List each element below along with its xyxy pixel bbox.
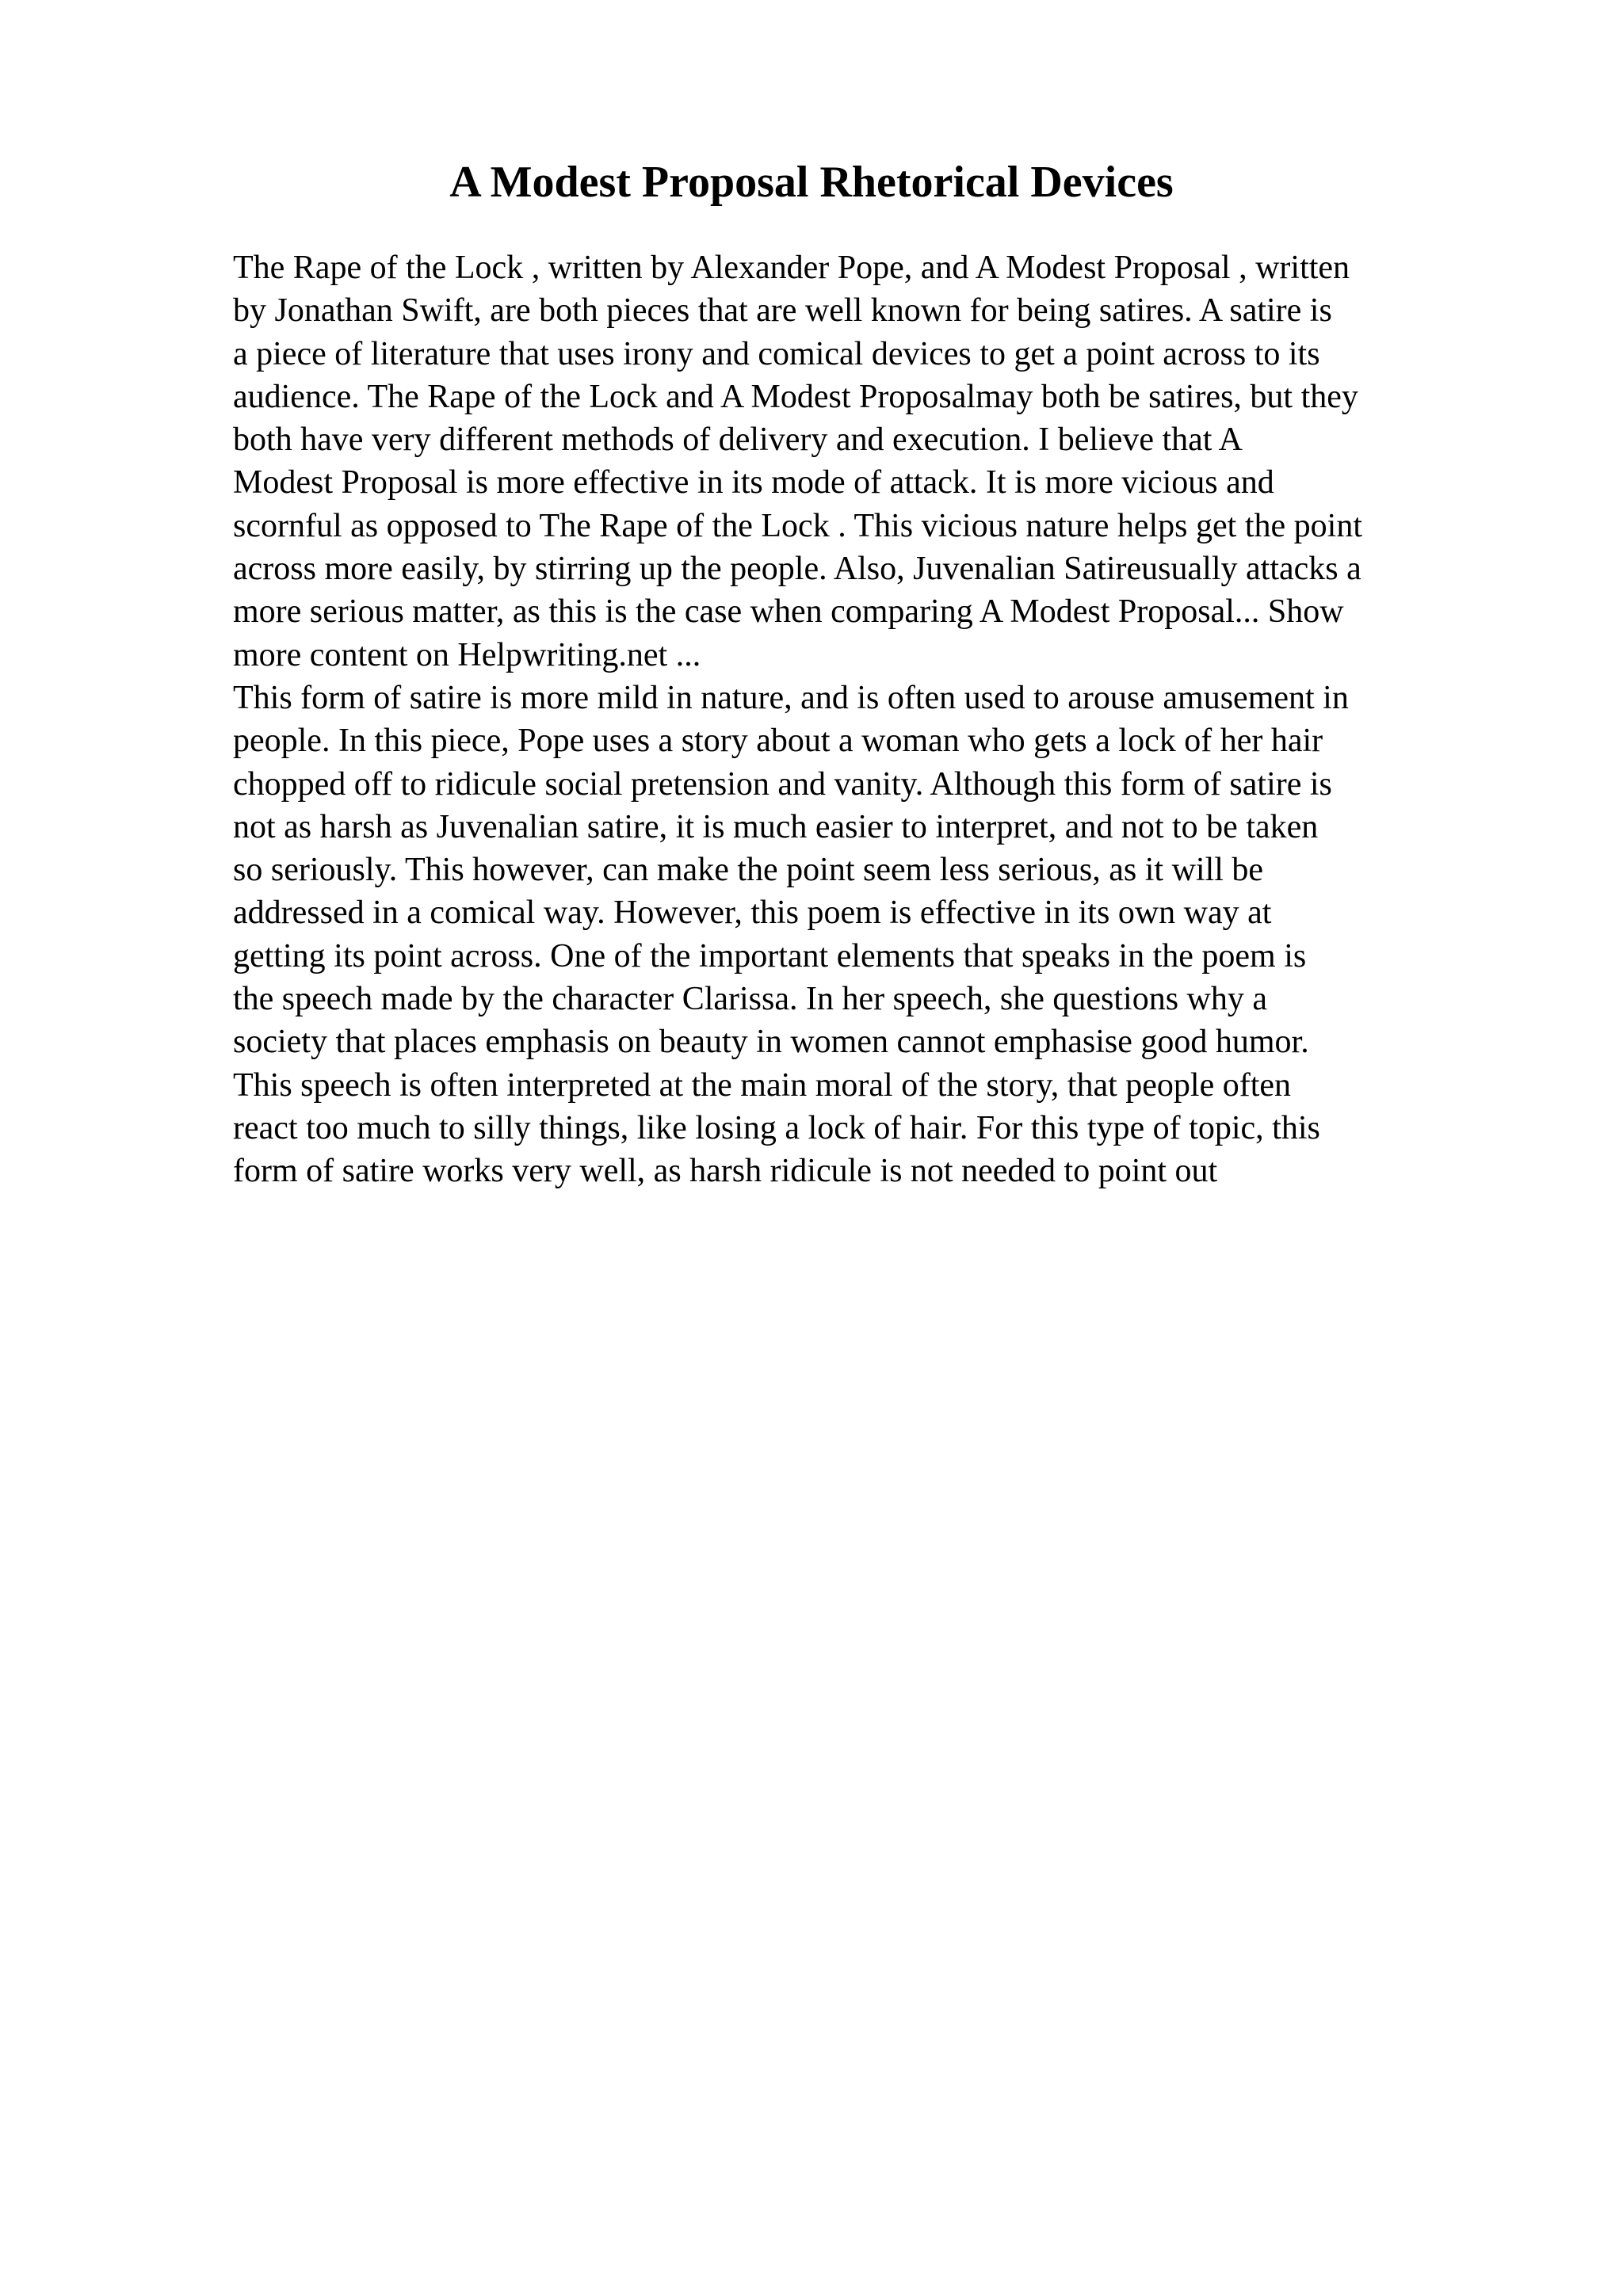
- body-line: across more easily, by stirring up the people. Also, Juvenalian Satireusually attacks a: [233, 551, 1361, 588]
- body-line: form of satire works very well, as harsh ridicule is not needed to point out: [233, 1153, 1218, 1190]
- body-line: by Jonathan Swift, are both pieces that are well known for being satires. A satire is: [233, 292, 1332, 330]
- body-line: so seriously. This however, can make the point seem less serious, as it will be: [233, 852, 1264, 889]
- body-line: This form of satire is more mild in nature, and is often used to arouse amusement in: [233, 679, 1349, 716]
- document-body: [233, 246, 1517, 1193]
- body-line: the speech made by the character Clarissa. In her speech, she questions why a: [233, 981, 1268, 1018]
- body-line: more content on Helpwriting.net ...: [233, 636, 701, 673]
- body-line: not as harsh as Juvenalian satire, it is much easier to interpret, and not to be taken: [233, 808, 1319, 845]
- body-line: addressed in a comical way. However, this poem is effective in its own way at: [233, 894, 1272, 932]
- body-line: society that places emphasis on beauty in women cannot emphasise good humor.: [233, 1024, 1309, 1061]
- body-line: Modest Proposal is more effective in its mode of attack. It is more vicious and: [233, 464, 1274, 502]
- body-line: more serious matter, as this is the case when comparing A Modest Proposal... Show: [233, 593, 1344, 631]
- document-title: A Modest Proposal Rhetorical Devices: [449, 158, 1174, 207]
- body-line: This speech is often interpreted at the main moral of the story, that people often: [233, 1066, 1292, 1104]
- body-line: people. In this piece, Pope uses a story about a woman who gets a lock of her hair: [233, 723, 1323, 760]
- body-line: audience. The Rape of the Lock and A Modest Proposalmay both be satires, but they: [233, 378, 1358, 415]
- body-line: chopped off to ridicule social pretension and vanity. Although this form of satire is: [233, 765, 1332, 803]
- body-line: both have very different methods of delivery and execution. I believe that A: [233, 421, 1243, 459]
- body-line: getting its point across. One of the important elements that speaks in the poem is: [233, 937, 1307, 974]
- body-line: The Rape of the Lock , written by Alexander Pope, and A Modest Proposal , written: [233, 250, 1350, 286]
- body-line: scornful as opposed to The Rape of the Lock . This vicious nature helps get the point: [233, 507, 1362, 544]
- body-line: a piece of literature that uses irony and comical devices to get a point across to its: [233, 335, 1320, 372]
- body-line: react too much to silly things, like losing a lock of hair. For this type of topic, this: [233, 1109, 1320, 1146]
